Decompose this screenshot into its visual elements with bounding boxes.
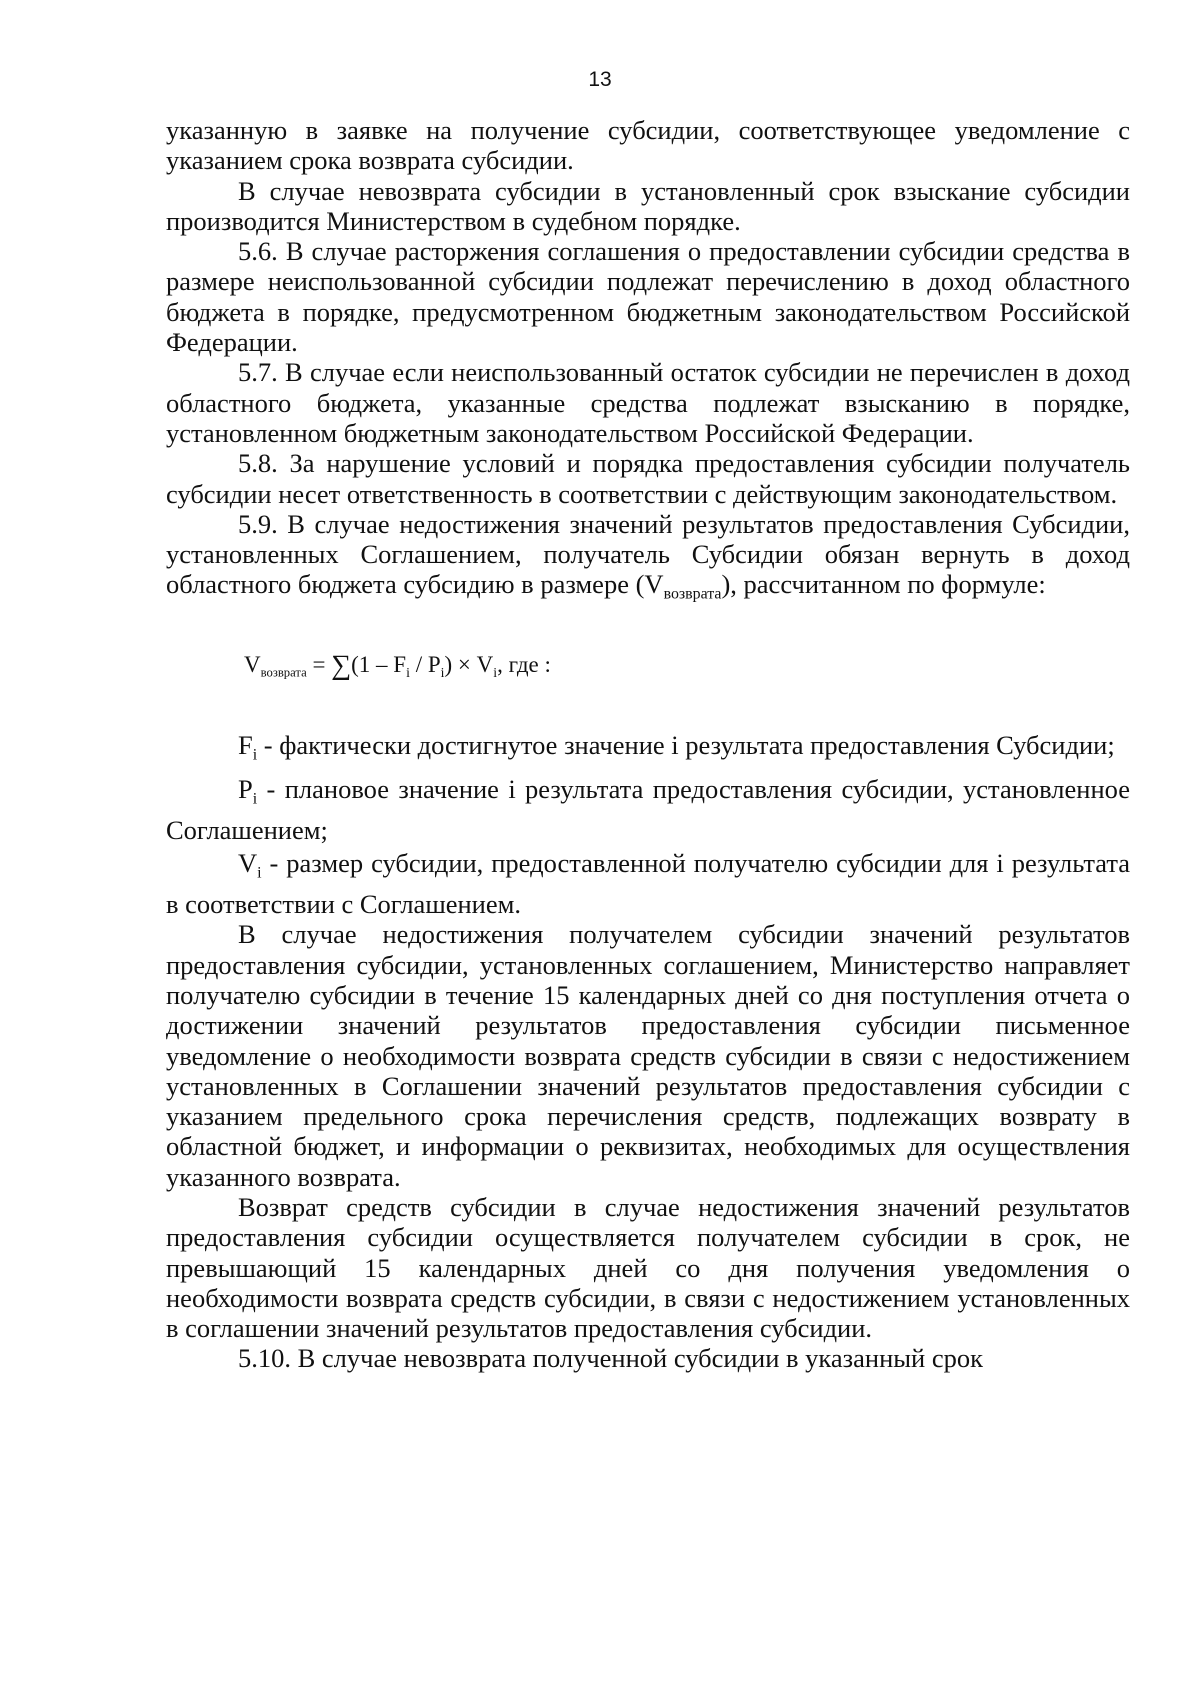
document-body [166, 115, 1130, 1374]
sum-symbol: ∑ [331, 650, 352, 682]
definition-fi [166, 730, 1130, 771]
v-return-subscript: возврата [663, 586, 722, 604]
formula-f-subscript: i [406, 665, 410, 681]
formula-lhs-subscript: возврата [260, 665, 307, 680]
fi-symbol: F [238, 730, 253, 761]
paragraph-5-9 [166, 509, 1130, 610]
vi-symbol: V [238, 848, 258, 879]
pi-text: - плановое значение i результата предоставления субсидии, установленное Соглашением; [166, 774, 1130, 845]
paragraph-5-8: 5.8. За нарушение условий и порядка предоставления субсидии получатель субсидии несет ответственность в соответствии с действующим законодательством. [166, 448, 1130, 509]
paragraph-5-9-text: 5.9. В случае недостижения значений результатов предоставления Субсидии, установленных Соглашением, получатель Субсидии обязан вернуть в доход областного бюджета субсидию в размере (V [166, 508, 1130, 600]
paragraph-return-term: Возврат средств субсидии в случае недостижения значений результатов предоставления субсидии осуществляется получателем субсидии в срок, не превышающий 15 календарных дней со дня получения уведомления о необходимости возврата средств субсидии, в связи с недостижением установленных в соглашении значений результатов предоставления субсидии. [166, 1191, 1130, 1344]
definition-pi [166, 774, 1130, 845]
formula-p-subscript: i [440, 665, 445, 681]
formula-equals: = [306, 652, 332, 678]
vi-text: - размер субсидии, предоставленной получателю субсидии для i результата в соответствии с Соглашением. [166, 848, 1130, 920]
formula-close: ) × V [444, 652, 494, 678]
return-formula [244, 650, 1130, 688]
paragraph-continuation: указанную в заявке на получение субсидии, соответствующее уведомление с указанием срока возврата субсидии. [166, 115, 1130, 176]
page-number: 13 [588, 68, 612, 91]
definition-vi [166, 848, 1130, 919]
pi-symbol: P [238, 774, 253, 804]
formula-divide: / P [409, 652, 441, 678]
pi-subscript: i [252, 790, 258, 808]
paragraph-5-9-tail: ), рассчитанном по формуле: [721, 569, 1046, 600]
formula-lhs: V [244, 652, 261, 678]
paragraph-5-10: 5.10. В случае невозврата полученной субсидии в указанный срок [238, 1343, 984, 1374]
formula-open: (1 – F [351, 652, 407, 678]
paragraph-5-7: 5.7. В случае если неиспользованный остаток субсидии не перечислен в доход областного бюджета, указанные средства подлежат взысканию в порядке, установленном бюджетным законодательством Российской Федерации. [166, 357, 1130, 448]
paragraph-5-6: 5.6. В случае расторжения соглашения о предоставлении субсидии средства в размере неиспользованной субсидии подлежат перечислению в доход областного бюджета в порядке, предусмотренном бюджетным законодательством Российской Федерации. [166, 236, 1130, 358]
fi-text: - фактически достигнутое значение i результата предоставления Субсидии; [257, 730, 1115, 761]
formula-v-subscript: i [493, 665, 498, 681]
fi-subscript: i [252, 746, 258, 764]
paragraph-notification: В случае недостижения получателем субсидии значений результатов предоставления субсидии, установленных соглашением, Министерство направляет получателю субсидии в течение 15 календарных дней со дня поступления отчета о достижении значений результатов предоставления субсидии письменное уведомление о необходимости возврата средств субсидии в связи с недостижением установленных в Соглашении значений результатов предоставления субсидии с указанием предельного срока перечисления средств, подлежащих возврату в областной бюджет, и информации о реквизитах, необходимых для осуществления указанного возврата. [166, 919, 1130, 1192]
formula-tail: , где : [497, 652, 551, 678]
vi-subscript: i [257, 864, 262, 882]
paragraph-nonreturn-court: В случае невозврата субсидии в установленный срок взыскание субсидии производится Министерством в судебном порядке. [166, 175, 1130, 236]
